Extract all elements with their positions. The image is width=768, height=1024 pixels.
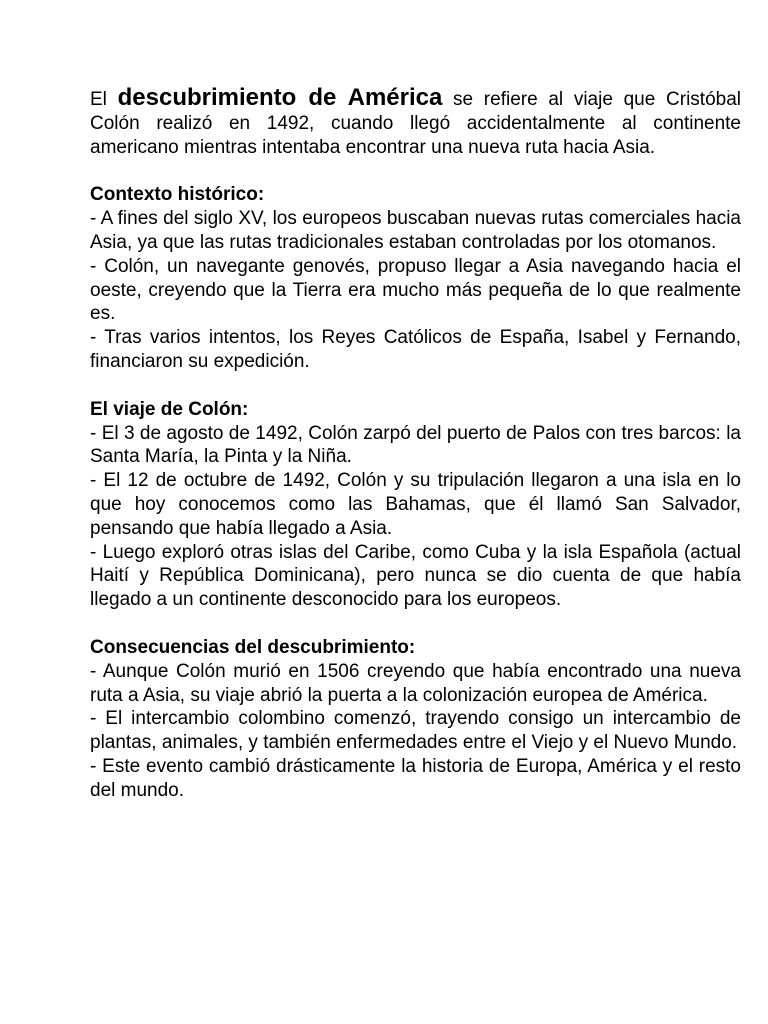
document-page [90,86,741,803]
section-title: El viaje de Colón: [90,398,249,420]
intro-highlight: descubrimiento de América [117,84,443,111]
intro-prefix: El [90,89,118,110]
list-item: - A fines del siglo XV, los europeos buscaban nuevas rutas comerciales hacia Asia, ya que las rutas tradicionales estaban controladas por los otomanos. [90,208,741,253]
section-consecuencias [90,636,741,803]
list-item: - El 3 de agosto de 1492, Colón zarpó del puerto de Palos con tres barcos: la Santa María, la Pinta y la Niña. [90,422,741,468]
list-item: - Tras varios intentos, los Reyes Católicos de España, Isabel y Fernando, financiaron su expedición. [90,327,741,372]
section-contexto-historico [90,183,741,373]
section-viaje-de-colon [90,398,741,612]
intro-suffix: se refiere al viaje que Cristóbal Colón realizó en 1492, cuando llegó accidentalmente al continente americano mientras intentaba encontrar una nueva ruta hacia Asia. [90,89,741,158]
list-item: - Luego exploró otras islas del Caribe, como Cuba y la isla Española (actual Haití y República Dominicana), pero nunca se dio cuenta de que había llegado a un continente desconocido para los europeos. [90,541,741,611]
list-item: - Aunque Colón murió en 1506 creyendo que había encontrado una nueva ruta a Asia, su viaje abrió la puerta a la colonización europea de América. [90,660,741,706]
list-item: - El intercambio colombino comenzó, trayendo consigo un intercambio de plantas, animales, y también enfermedades entre el Viejo y el Nuevo Mundo. [90,708,741,754]
list-item: - El 12 de octubre de 1492, Colón y su tripulación llegaron a una isla en lo que hoy conocemos como las Bahamas, que él llamó San Salvador, pensando que había llegado a Asia. [90,470,741,539]
section-title: Contexto histórico: [90,184,265,206]
intro-paragraph [90,86,741,159]
list-item: - Este evento cambió drásticamente la historia de Europa, América y el resto del mundo. [90,755,741,801]
list-item: - Colón, un navegante genovés, propuso llegar a Asia navegando hacia el oeste, creyendo que la Tierra era mucho más pequeña de lo que realmente es. [90,255,741,325]
section-title: Consecuencias del descubrimiento: [90,636,416,658]
